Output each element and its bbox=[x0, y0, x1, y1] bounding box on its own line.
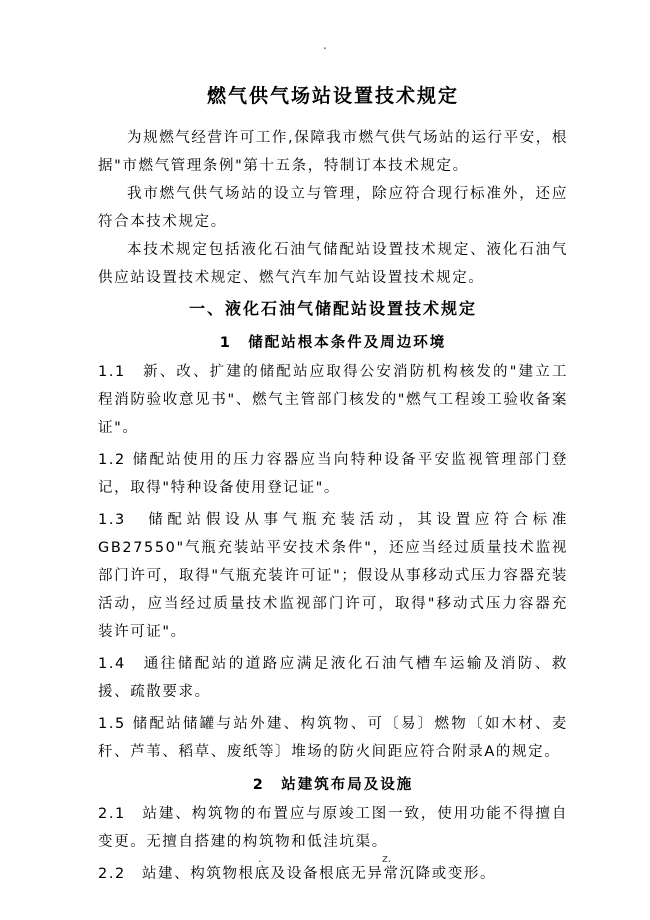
clause: 1.1 新、改、扩建的储配站应取得公安消防机构核发的"建立工程消防验收意见书"、燃气主管部门核发的"燃气工程竣工验收备案证"。 bbox=[98, 364, 568, 436]
intro-paragraph: 为规燃气经营许可工作,保障我市燃气供气场站的运行平安，根据"市燃气管理条例"第十五条，特制订本技术规定。 bbox=[98, 130, 568, 174]
clause: 1.3 储配站假设从事气瓶充装活动，其设置应符合标准GB27550"气瓶充装站平安技术条件"，还应当经过质量技术监视部门许可，取得"气瓶充装许可证"；假设从事移动式压力容器充装活动，应当经过质量技术监视部门许可，取得"移动式压力容器充装许可证"。 bbox=[98, 512, 568, 640]
footer-mark-right: z. bbox=[382, 852, 392, 865]
clause: 1.5 储配站储罐与站外建、构筑物、可〔易〕燃物〔如木材、麦秆、芦苇、稻草、废纸等〕堆场的防火间距应符合附录A的规定。 bbox=[98, 716, 568, 760]
clause: 2.1 站建、构筑物的布置应与原竣工图一致，使用功能不得擅自变更。无擅自搭建的构筑物和低洼坑渠。 bbox=[98, 806, 568, 850]
header-mark: . bbox=[323, 38, 327, 52]
document-title: 燃气供气场站设置技术规定 bbox=[206, 85, 459, 107]
subsection-heading: 1 储配站根本条件及周边环境 bbox=[219, 335, 447, 351]
section-heading: 一、液化石油气储配站设置技术规定 bbox=[188, 299, 477, 318]
subsection-heading: 2 站建筑布局及设施 bbox=[252, 777, 414, 793]
clause: 1.4 通往储配站的道路应满足液化石油气槽车运输及消防、救援、疏散要求。 bbox=[98, 656, 568, 700]
clause: 1.2 储配站使用的压力容器应当向特种设备平安监视管理部门登记，取得"特种设备使用登记证"。 bbox=[98, 452, 568, 496]
intro-paragraph: 本技术规定包括液化石油气储配站设置技术规定、液化石油气供应站设置技术规定、燃气汽车加气站设置技术规定。 bbox=[98, 242, 568, 286]
document-page bbox=[98, 82, 568, 892]
clause: 2.2 站建、构筑物根底及设备根底无异常沉降或变形。 bbox=[98, 866, 497, 882]
intro-paragraph: 我市燃气供气场站的设立与管理，除应符合现行标准外，还应符合本技术规定。 bbox=[98, 186, 568, 230]
footer-mark-left: . bbox=[258, 852, 262, 865]
